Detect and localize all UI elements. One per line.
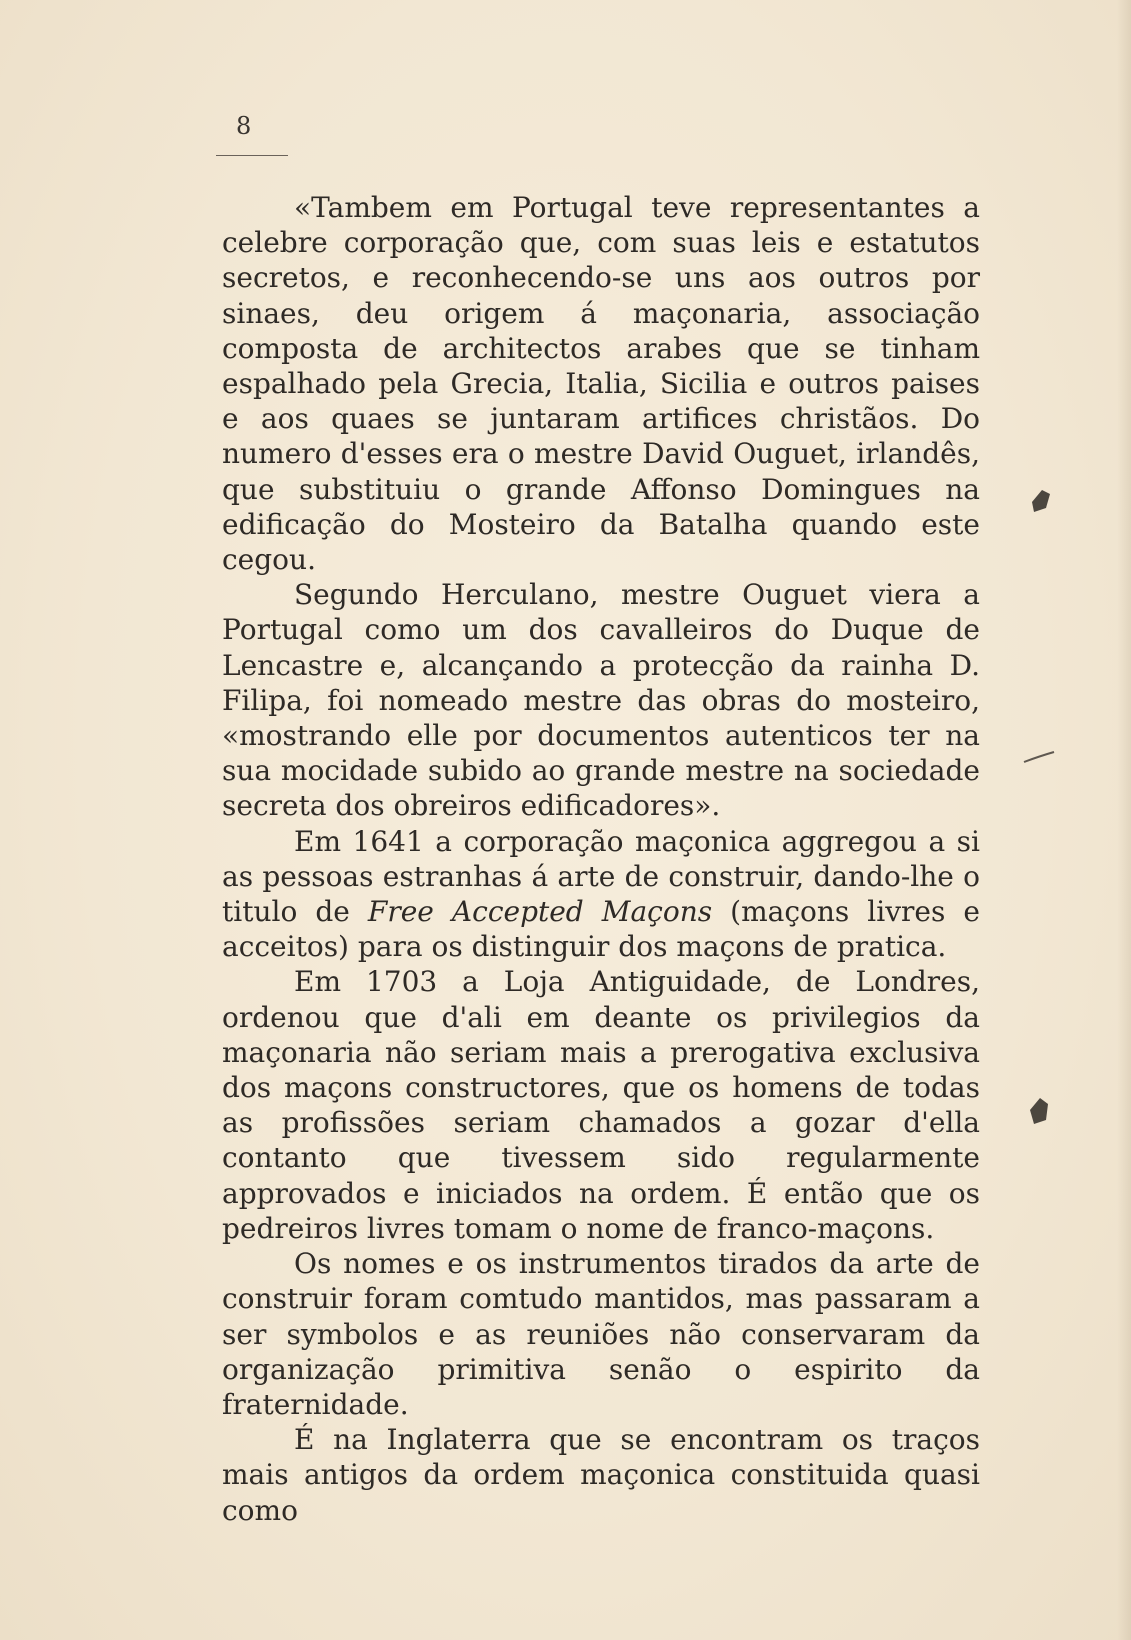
page-number-rule [216, 155, 288, 156]
paragraph-3 [222, 824, 980, 965]
paragraph-3-after: (maçons livres e acceitos) para os distinguir dos maçons de pratica. [222, 895, 980, 964]
body-text [222, 190, 980, 1528]
margin-ink-specks [1020, 470, 1100, 1170]
paragraph-5: Os nomes e os instrumentos tirados da arte de construir foram comtudo mantidos, mas passaram a ser symbolos e as reuniões não conservaram da organização primitiva senão o espirito da fraternidade. [222, 1247, 980, 1421]
paragraph-3-italic-term: Free Accepted Maçons [367, 895, 713, 929]
paragraph-3-before: Em 1641 a corporação maçonica aggregou a si as pessoas estranhas á arte de construir, dando-lhe o titulo de [222, 824, 980, 929]
paragraph-6: É na Inglaterra que se encontram os traços mais antigos da ordem maçonica constituida quasi como [222, 1423, 980, 1527]
paragraph-1: «Tambem em Portugal teve representantes a celebre corporação que, com suas leis e estatutos secretos, e reconhecendo-se uns aos outros por sinaes, deu origem á maçonaria, associação composta de architectos arabes que se tinham espalhado pela Grecia, Italia, Sicilia e outros paises e aos quaes se juntaram artifices christãos. Do numero d'esses era o mestre David Ouguet, irlandês, que substituiu o grande Affonso Domingues na edificação do Mosteiro da Batalha quando este cegou. [222, 191, 980, 577]
paragraph-4: Em 1703 a Loja Antiguidade, de Londres, ordenou que d'ali em deante os privilegios da maçonaria não seriam mais a prerogativa exclusiva dos maçons constructores, que os homens de todas as profissões seriam chamados a gozar d'ella contanto que tivessem sido regularmente approvados e iniciados na ordem. É então que os pedreiros livres tomam o nome de franco-maçons. [222, 965, 980, 1245]
page-edge-shadow [1117, 0, 1131, 1640]
paragraph-2: Segundo Herculano, mestre Ouguet viera a Portugal como um dos cavalleiros do Duque de Lencastre e, alcançando a protecção da rainha D. Filipa, foi nomeado mestre das obras do mosteiro, «mostrando elle por documentos autenticos ter na sua mocidade subido ao grande mestre na sociedade secreta dos obreiros edificadores». [222, 578, 980, 823]
page-number: 8 [236, 112, 252, 140]
